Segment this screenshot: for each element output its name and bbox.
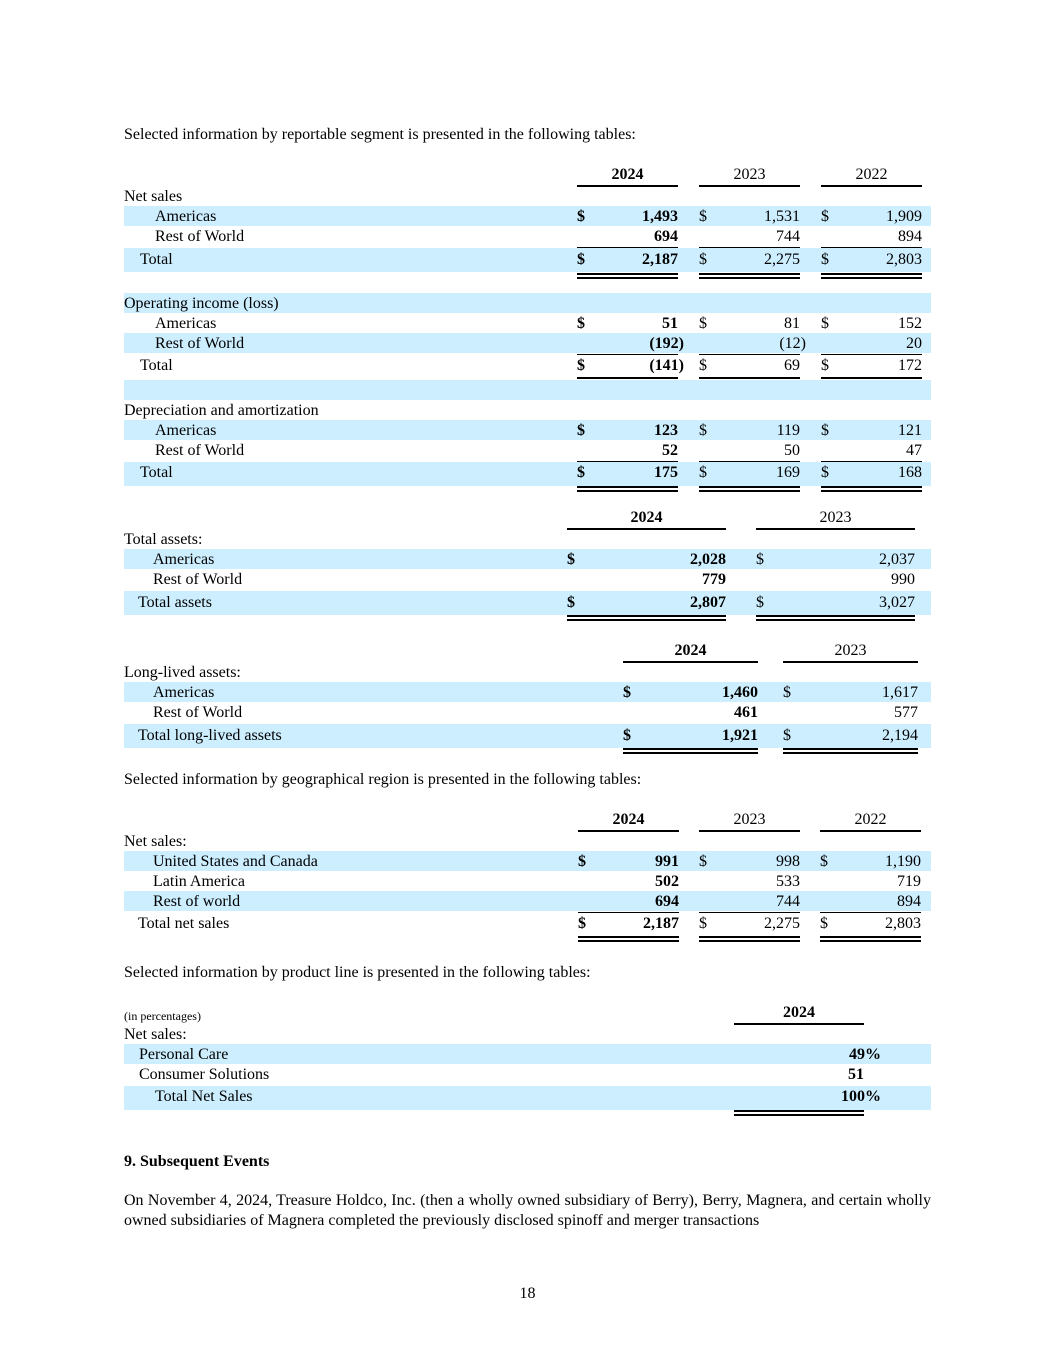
total-double-rule: [567, 615, 726, 621]
value-2024: 49%: [849, 1046, 881, 1063]
total-double-rule: [577, 486, 678, 492]
total-2023: 2,194: [882, 727, 918, 744]
body-paragraph: On November 4, 2024, Treasure Holdco, Inc. (then a wholly owned subsidiary of Berry), Berry, Magnera, and certain wholly owned subsidiaries of Magnera completed the previously disclosed spinoff and merger transactions: [124, 1192, 931, 1229]
currency-sign: $: [820, 853, 828, 870]
col-header-2024: 2024: [630, 509, 663, 526]
total-label: Total assets: [138, 594, 212, 611]
value-2022: 1,190: [885, 853, 921, 870]
section-label: Net sales:: [124, 1026, 187, 1043]
total-2023: 2,275: [764, 251, 800, 268]
currency-sign: $: [756, 594, 764, 611]
total-2024: 2,187: [643, 915, 679, 932]
total-double-rule: [623, 748, 758, 754]
header-underline: [820, 830, 921, 832]
value-2023: 533: [776, 873, 800, 890]
value-2022: 894: [897, 893, 921, 910]
row-label: Consumer Solutions: [139, 1066, 270, 1083]
total-double-rule: [577, 273, 678, 279]
total-label: Total: [140, 357, 173, 374]
header-underline: [578, 830, 679, 832]
value-2022: 894: [898, 228, 922, 245]
col-header-2024: 2024: [674, 642, 707, 659]
row-shade: [124, 380, 931, 400]
currency-sign: $: [578, 853, 586, 870]
row-shade: [124, 420, 931, 440]
col-header-2022: 2022: [855, 166, 888, 183]
header-underline: [577, 185, 678, 187]
currency-sign: $: [820, 915, 828, 932]
currency-sign: $: [578, 915, 586, 932]
unit-note: (in percentages): [124, 1009, 201, 1023]
currency-sign: $: [567, 551, 575, 568]
header-underline: [567, 528, 726, 530]
currency-sign: $: [577, 357, 585, 374]
value-2023: 50: [784, 442, 800, 459]
value-2023: 119: [776, 422, 800, 439]
row-label: Americas: [155, 208, 217, 225]
header-underline: [783, 661, 918, 663]
total-2022: 168: [898, 464, 922, 481]
subtotal-rule: [699, 912, 800, 913]
total-label: Total Net Sales: [155, 1088, 253, 1105]
col-header-2023: 2023: [733, 811, 766, 828]
row-label: Americas: [155, 422, 217, 439]
total-double-rule: [734, 1110, 864, 1116]
value-2023: 1,617: [882, 684, 918, 701]
total-label: Total long-lived assets: [138, 727, 282, 744]
total-2023: 3,027: [879, 594, 915, 611]
currency-sign: $: [699, 208, 707, 225]
value-2024: 1,493: [642, 208, 678, 225]
currency-sign: $: [699, 915, 707, 932]
col-header-2024: 2024: [612, 811, 645, 828]
row-label: Latin America: [153, 873, 245, 890]
currency-sign: $: [821, 208, 829, 225]
value-2024: 779: [702, 571, 726, 588]
value-2024: 694: [654, 228, 678, 245]
currency-sign: $: [821, 357, 829, 374]
total-double-rule: [821, 273, 922, 279]
value-2024: 123: [654, 422, 678, 439]
currency-sign: $: [821, 315, 829, 332]
row-label: Rest of World: [155, 228, 245, 245]
value-2023: 998: [776, 853, 800, 870]
row-shade: [124, 462, 931, 486]
header-underline: [756, 528, 915, 530]
currency-sign: $: [623, 727, 631, 744]
total-2023: 69: [784, 357, 800, 374]
total-double-rule: [699, 936, 800, 942]
total-label: Total: [140, 464, 173, 481]
intro-geo-text: Selected information by geographical region is presented in the following tables:: [124, 771, 642, 788]
row-shade: [124, 333, 931, 353]
total-2023: 2,275: [764, 915, 800, 932]
value-2024: 51: [848, 1066, 864, 1083]
currency-sign: $: [756, 551, 764, 568]
col-header-2024: 2024: [783, 1004, 815, 1021]
section-label: Operating income (loss): [124, 295, 279, 312]
col-header-2023: 2023: [834, 642, 867, 659]
value-2024: 502: [655, 873, 679, 890]
row-label: Rest of world: [153, 893, 241, 910]
total-2024: (141): [649, 357, 684, 374]
total-label: Total: [140, 251, 173, 268]
value-2024: 991: [655, 853, 679, 870]
value-2022: 719: [897, 873, 921, 890]
value-2023: 744: [776, 893, 800, 910]
value-2024: 1,460: [722, 684, 758, 701]
value-2022: 47: [906, 442, 922, 459]
currency-sign: $: [699, 251, 707, 268]
value-2024: (192): [649, 335, 684, 352]
header-underline: [699, 185, 800, 187]
value-2024: 51: [662, 315, 678, 332]
currency-sign: $: [783, 684, 791, 701]
subtotal-rule: [820, 912, 921, 913]
total-double-rule: [699, 486, 800, 492]
value-2022: 121: [898, 422, 922, 439]
value-2023: (12): [779, 335, 806, 352]
row-label: Americas: [155, 315, 217, 332]
currency-sign: $: [821, 464, 829, 481]
value-2022: 20: [906, 335, 922, 352]
currency-sign: $: [577, 422, 585, 439]
value-2022: 1,909: [886, 208, 922, 225]
value-2024: 694: [655, 893, 679, 910]
currency-sign: $: [699, 357, 707, 374]
col-header-2022: 2022: [854, 811, 887, 828]
row-shade: [124, 248, 931, 272]
currency-sign: $: [577, 208, 585, 225]
total-2023: 169: [776, 464, 800, 481]
total-double-rule: [820, 936, 921, 942]
currency-sign: $: [577, 315, 585, 332]
page-number: 18: [519, 1285, 536, 1302]
value-2023: 1,531: [764, 208, 800, 225]
currency-sign: $: [821, 251, 829, 268]
value-2024: 2,028: [690, 551, 726, 568]
row-label: Rest of World: [155, 442, 245, 459]
subtotal-rule: [821, 354, 922, 355]
currency-sign: $: [699, 315, 707, 332]
row-label: Rest of World: [153, 571, 243, 588]
header-underline: [821, 185, 922, 187]
row-label: Personal Care: [139, 1046, 229, 1063]
col-header-2024: 2024: [611, 166, 644, 183]
total-2022: 2,803: [885, 915, 921, 932]
value-2023: 2,037: [879, 551, 915, 568]
value-2023: 990: [891, 571, 915, 588]
total-2024: 2,187: [642, 251, 678, 268]
currency-sign: $: [699, 464, 707, 481]
row-label: Rest of World: [155, 335, 245, 352]
col-header-2023: 2023: [733, 166, 766, 183]
row-label: Americas: [153, 684, 215, 701]
total-2024: 2,807: [690, 594, 726, 611]
total-label: Total net sales: [138, 915, 230, 932]
currency-sign: $: [783, 727, 791, 744]
total-double-rule: [783, 748, 918, 754]
section-label: Net sales:: [124, 833, 187, 850]
total-double-rule: [821, 486, 922, 492]
currency-sign: $: [567, 594, 575, 611]
currency-sign: $: [699, 853, 707, 870]
total-2024: 175: [654, 464, 678, 481]
value-2023: 577: [894, 704, 918, 721]
value-2023: 744: [776, 228, 800, 245]
total-2022: 2,803: [886, 251, 922, 268]
col-header-2023: 2023: [819, 509, 852, 526]
total-double-rule: [699, 273, 800, 279]
value-2024: 52: [662, 442, 678, 459]
total-2024: 1,921: [722, 727, 758, 744]
row-shade: [124, 206, 931, 226]
row-label: Rest of World: [153, 704, 243, 721]
section-label: Total assets:: [124, 531, 203, 548]
subtotal-rule: [577, 354, 678, 355]
value-2024: 461: [734, 704, 758, 721]
section-label: Net sales: [124, 188, 183, 205]
currency-sign: $: [577, 464, 585, 481]
row-label: Americas: [153, 551, 215, 568]
row-shade: [124, 891, 931, 911]
intro-segment-text: Selected information by reportable segment is presented in the following tables:: [124, 126, 636, 143]
subtotal-rule: [578, 912, 679, 913]
total-double-rule: [578, 936, 679, 942]
total-double-rule: [756, 615, 915, 621]
total-2024: 100%: [841, 1088, 881, 1105]
currency-sign: $: [577, 251, 585, 268]
header-underline: [734, 1023, 864, 1025]
row-label: United States and Canada: [153, 853, 318, 870]
value-2022: 152: [898, 315, 922, 332]
intro-product-text: Selected information by product line is presented in the following tables:: [124, 964, 591, 981]
currency-sign: $: [821, 422, 829, 439]
header-underline: [623, 661, 758, 663]
total-2022: 172: [898, 357, 922, 374]
header-underline: [699, 830, 800, 832]
currency-sign: $: [699, 422, 707, 439]
section-label: Long-lived assets:: [124, 664, 241, 681]
section-heading: 9. Subsequent Events: [124, 1153, 270, 1170]
subtotal-rule: [699, 354, 800, 355]
section-label: Depreciation and amortization: [124, 402, 319, 419]
value-2023: 81: [784, 315, 800, 332]
currency-sign: $: [623, 684, 631, 701]
